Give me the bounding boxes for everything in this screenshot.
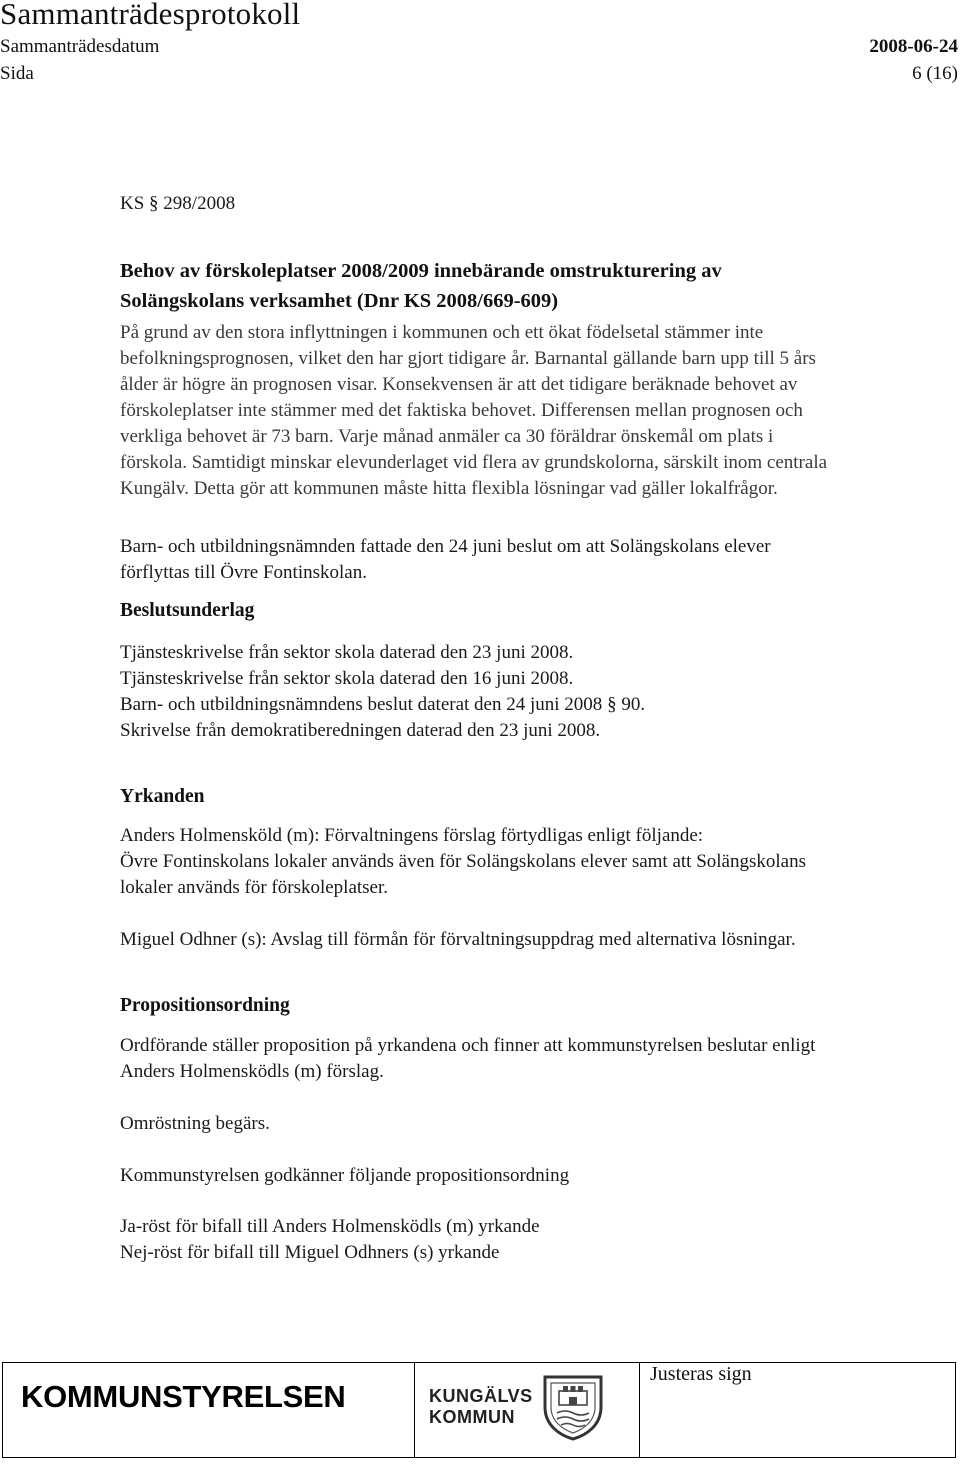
text-line: förflyttas till Övre Fontinskolan. — [120, 562, 367, 583]
text-line: Anders Holmensködls (m) förslag. — [120, 1061, 384, 1082]
case-reference — [120, 191, 235, 217]
footer-org-cell — [3, 1363, 415, 1457]
propositionsordning-paragraph-3 — [120, 1163, 950, 1189]
case-ref-prefix: KS — [120, 193, 145, 214]
logo-text-line: KOMMUN — [429, 1407, 515, 1427]
text-line: Ordförande ställer proposition på yrkandena och finner att kommunstyrelsen beslutar enligt — [120, 1035, 816, 1056]
text-line: På grund av den stora inflyttningen i kommunen och ett ökat födelsetal stämmer inte — [120, 322, 764, 343]
page-label: Sida — [0, 63, 34, 84]
logo-text — [429, 1386, 533, 1428]
decision-paragraph — [120, 534, 950, 586]
propositionsordning-votes — [120, 1214, 950, 1266]
footer-table — [2, 1362, 956, 1458]
meeting-date-label: Sammanträdesdatum — [0, 36, 160, 57]
text-line: Anders Holmensköld (m): Förvaltningens förslag förtydligas enligt följande: — [120, 825, 704, 846]
case-title — [120, 256, 950, 316]
text-line: förskoleplatser inte stämmer med det faktiska behovet. Differensen mellan prognosen och — [120, 400, 803, 421]
section-heading-beslutsunderlag: Beslutsunderlag — [120, 600, 255, 621]
text-line: befolkningsprognosen, vilket den har gjort tidigare år. Barnantal gällande barn upp till 5 års — [120, 348, 816, 369]
case-intro-paragraph — [120, 320, 950, 502]
text-line: ålder är högre än prognosen visar. Konsekvensen är att det tidigare beräknade behovet av — [120, 374, 798, 395]
footer-logo-cell — [415, 1363, 640, 1457]
list-item-text: Barn- och utbildningsnämndens beslut daterat den 24 juni 2008 — [120, 694, 603, 715]
case-title-line: Solängskolans verksamhet (Dnr KS 2008/669-609) — [120, 290, 559, 312]
list-item: Tjänsteskrivelse från sektor skola daterad den 23 juni 2008. — [120, 642, 574, 663]
text-line: Nej-röst för bifall till Miguel Odhners (s) yrkande — [120, 1242, 500, 1263]
text-line: Ja-röst för bifall till Anders Holmensködls (m) yrkande — [120, 1216, 540, 1237]
list-item-suffix: 90. — [621, 694, 646, 715]
text-line: Barn- och utbildningsnämnden fattade den 24 juni beslut om att Solängskolans elever — [120, 536, 771, 557]
propositionsordning-paragraph-2 — [120, 1111, 950, 1137]
propositionsordning-paragraph-1 — [120, 1033, 950, 1085]
text-line: Kommunstyrelsen godkänner följande propositionsordning — [120, 1165, 570, 1186]
org-name: KOMMUNSTYRELSEN — [21, 1379, 346, 1414]
text-line: Omröstning begärs. — [120, 1113, 270, 1134]
section-heading-yrkanden: Yrkanden — [120, 786, 205, 807]
page-number: 6 (16) — [912, 63, 958, 84]
text-line: Kungälv. Detta gör att kommunen måste hitta flexibla lösningar vad gäller lokalfrågor. — [120, 478, 778, 499]
list-item: Tjänsteskrivelse från sektor skola daterad den 16 juni 2008. — [120, 668, 574, 689]
kungalvs-kommun-logo — [429, 1373, 605, 1441]
text-line: Miguel Odhner (s): Avslag till förmån för förvaltningsuppdrag med alternativa lösningar. — [120, 929, 796, 950]
justeras-sign-label: Justeras sign — [650, 1363, 752, 1385]
list-item — [120, 692, 950, 718]
paragraph-symbol: § — [607, 694, 617, 715]
text-line: verkliga behovet är 73 barn. Varje månad anmäler ca 30 föräldrar önskemål om plats i — [120, 426, 774, 447]
meeting-date-row — [0, 36, 958, 58]
document-title: Sammanträdesprotokoll — [0, 0, 301, 31]
meeting-date-value: 2008-06-24 — [869, 36, 958, 57]
list-item: Skrivelse från demokratiberedningen daterad den 23 juni 2008. — [120, 720, 601, 741]
case-ref-number: 298/2008 — [163, 193, 236, 214]
logo-text-line: KUNGÄLVS — [429, 1386, 533, 1406]
coat-of-arms-icon — [541, 1373, 605, 1441]
text-line: förskola. Samtidigt minskar elevunderlaget vid flera av grundskolorna, särskilt inom centrala — [120, 452, 828, 473]
page-number-row — [0, 63, 958, 85]
text-line: lokaler används för förskoleplatser. — [120, 877, 389, 898]
yrkanden-paragraph-1 — [120, 823, 950, 901]
section-heading-propositionsordning: Propositionsordning — [120, 995, 290, 1016]
footer-sign-cell — [640, 1363, 954, 1457]
paragraph-symbol: § — [149, 193, 159, 214]
text-line: Övre Fontinskolans lokaler används även för Solängskolans elever samt att Solängskolans — [120, 851, 806, 872]
case-title-line: Behov av förskoleplatser 2008/2009 innebärande omstrukturering av — [120, 260, 722, 282]
beslutsunderlag-list — [120, 640, 950, 744]
yrkanden-paragraph-2 — [120, 927, 950, 953]
